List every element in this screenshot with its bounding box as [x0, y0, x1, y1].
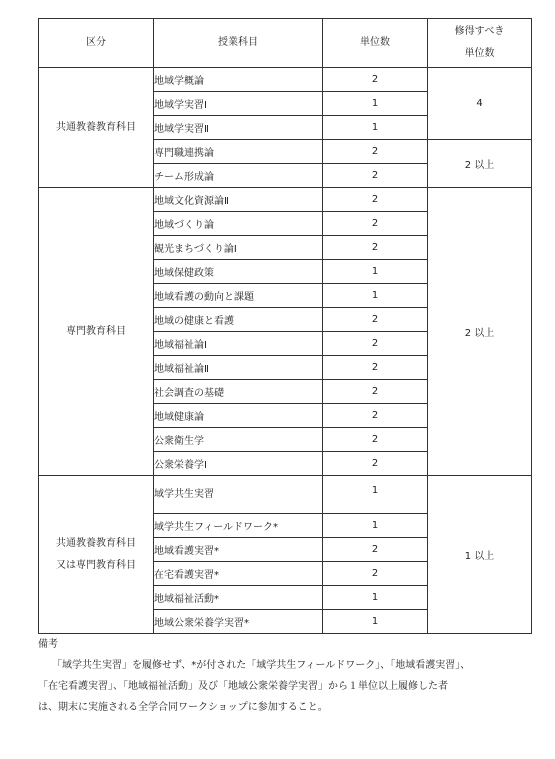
header-row [39, 19, 532, 68]
subject-cell: 地域づくり論 [154, 212, 323, 236]
category-line1: 共通教養教育科目 [56, 537, 136, 549]
units-cell: 2 [323, 236, 428, 260]
subject-cell: 地域学実習Ⅰ [154, 92, 323, 116]
header-subject: 授業科目 [154, 19, 323, 68]
subject-cell: 在宅看護実習* [154, 562, 323, 586]
category-line2: 又は専門教育科目 [56, 559, 136, 571]
units-cell: 1 [323, 284, 428, 308]
subject-cell: 域学共生フィールドワーク* [154, 514, 323, 538]
subject-cell: 観光まちづくり論Ⅰ [154, 236, 323, 260]
units-cell: 1 [323, 476, 428, 514]
units-cell: 2 [323, 308, 428, 332]
required-units-cell: 4 [428, 68, 532, 140]
subject-cell: 専門職連携論 [154, 140, 323, 164]
units-cell: 1 [323, 92, 428, 116]
header-required-line1: 修得すべき [454, 26, 505, 37]
notes-line: 「域学共生実習」を履修せず、*が付された「域学共生フィールドワーク」、「地域看護実習」、 [52, 660, 471, 671]
subject-cell: 域学共生実習 [154, 476, 323, 514]
header-units: 単位数 [323, 19, 428, 68]
subject-cell: 地域健康論 [154, 404, 323, 428]
category-general-education: 共通教養教育科目 [39, 68, 154, 188]
subject-cell: 地域公衆栄養学実習* [154, 610, 323, 634]
subject-cell: 地域保健政策 [154, 260, 323, 284]
curriculum-table [38, 18, 532, 634]
category-specialized-education: 専門教育科目 [39, 188, 154, 476]
units-cell: 2 [323, 140, 428, 164]
header-required-line2: 単位数 [464, 48, 495, 59]
subject-cell: 地域看護実習* [154, 538, 323, 562]
subject-cell: 公衆栄養学Ⅰ [154, 452, 323, 476]
subject-cell: 公衆衛生学 [154, 428, 323, 452]
units-cell: 1 [323, 116, 428, 140]
units-cell: 2 [323, 68, 428, 92]
units-cell: 2 [323, 212, 428, 236]
units-cell: 2 [323, 380, 428, 404]
units-cell: 2 [323, 538, 428, 562]
units-cell: 2 [323, 188, 428, 212]
units-cell: 1 [323, 514, 428, 538]
subject-cell: 地域の健康と看護 [154, 308, 323, 332]
subject-cell: 地域福祉活動* [154, 586, 323, 610]
subject-cell: 地域福祉論Ⅰ [154, 332, 323, 356]
required-units-cell: 2 以上 [428, 140, 532, 188]
subject-cell: 地域看護の動向と課題 [154, 284, 323, 308]
subject-cell: 地域学実習Ⅱ [154, 116, 323, 140]
notes-line: 「在宅看護実習」、「地域福祉活動」及び「地域公衆栄養学実習」から１単位以上履修した者 [38, 681, 448, 692]
units-cell: 2 [323, 356, 428, 380]
table-row [39, 68, 532, 92]
units-cell: 2 [323, 404, 428, 428]
subject-cell: 社会調査の基礎 [154, 380, 323, 404]
units-cell: 2 [323, 428, 428, 452]
category-general-or-specialized [39, 476, 154, 634]
notes-heading: 備考 [38, 639, 58, 650]
subject-cell: 地域福祉論Ⅱ [154, 356, 323, 380]
subject-cell: 地域学概論 [154, 68, 323, 92]
notes-section [38, 634, 531, 718]
notes-body [38, 655, 531, 718]
units-cell: 1 [323, 260, 428, 284]
units-cell: 1 [323, 610, 428, 634]
units-cell: 2 [323, 562, 428, 586]
units-cell: 2 [323, 164, 428, 188]
table-row [39, 188, 532, 212]
header-required-units [428, 19, 532, 68]
units-cell: 2 [323, 452, 428, 476]
header-category: 区分 [39, 19, 154, 68]
notes-line: は、期末に実施される全学合同ワークショップに参加すること。 [38, 702, 328, 713]
subject-cell: 地域文化資源論Ⅱ [154, 188, 323, 212]
subject-cell: チーム形成論 [154, 164, 323, 188]
required-units-cell: 2 以上 [428, 188, 532, 476]
units-cell: 2 [323, 332, 428, 356]
table-row [39, 476, 532, 514]
required-units-cell: 1 以上 [428, 476, 532, 634]
units-cell: 1 [323, 586, 428, 610]
